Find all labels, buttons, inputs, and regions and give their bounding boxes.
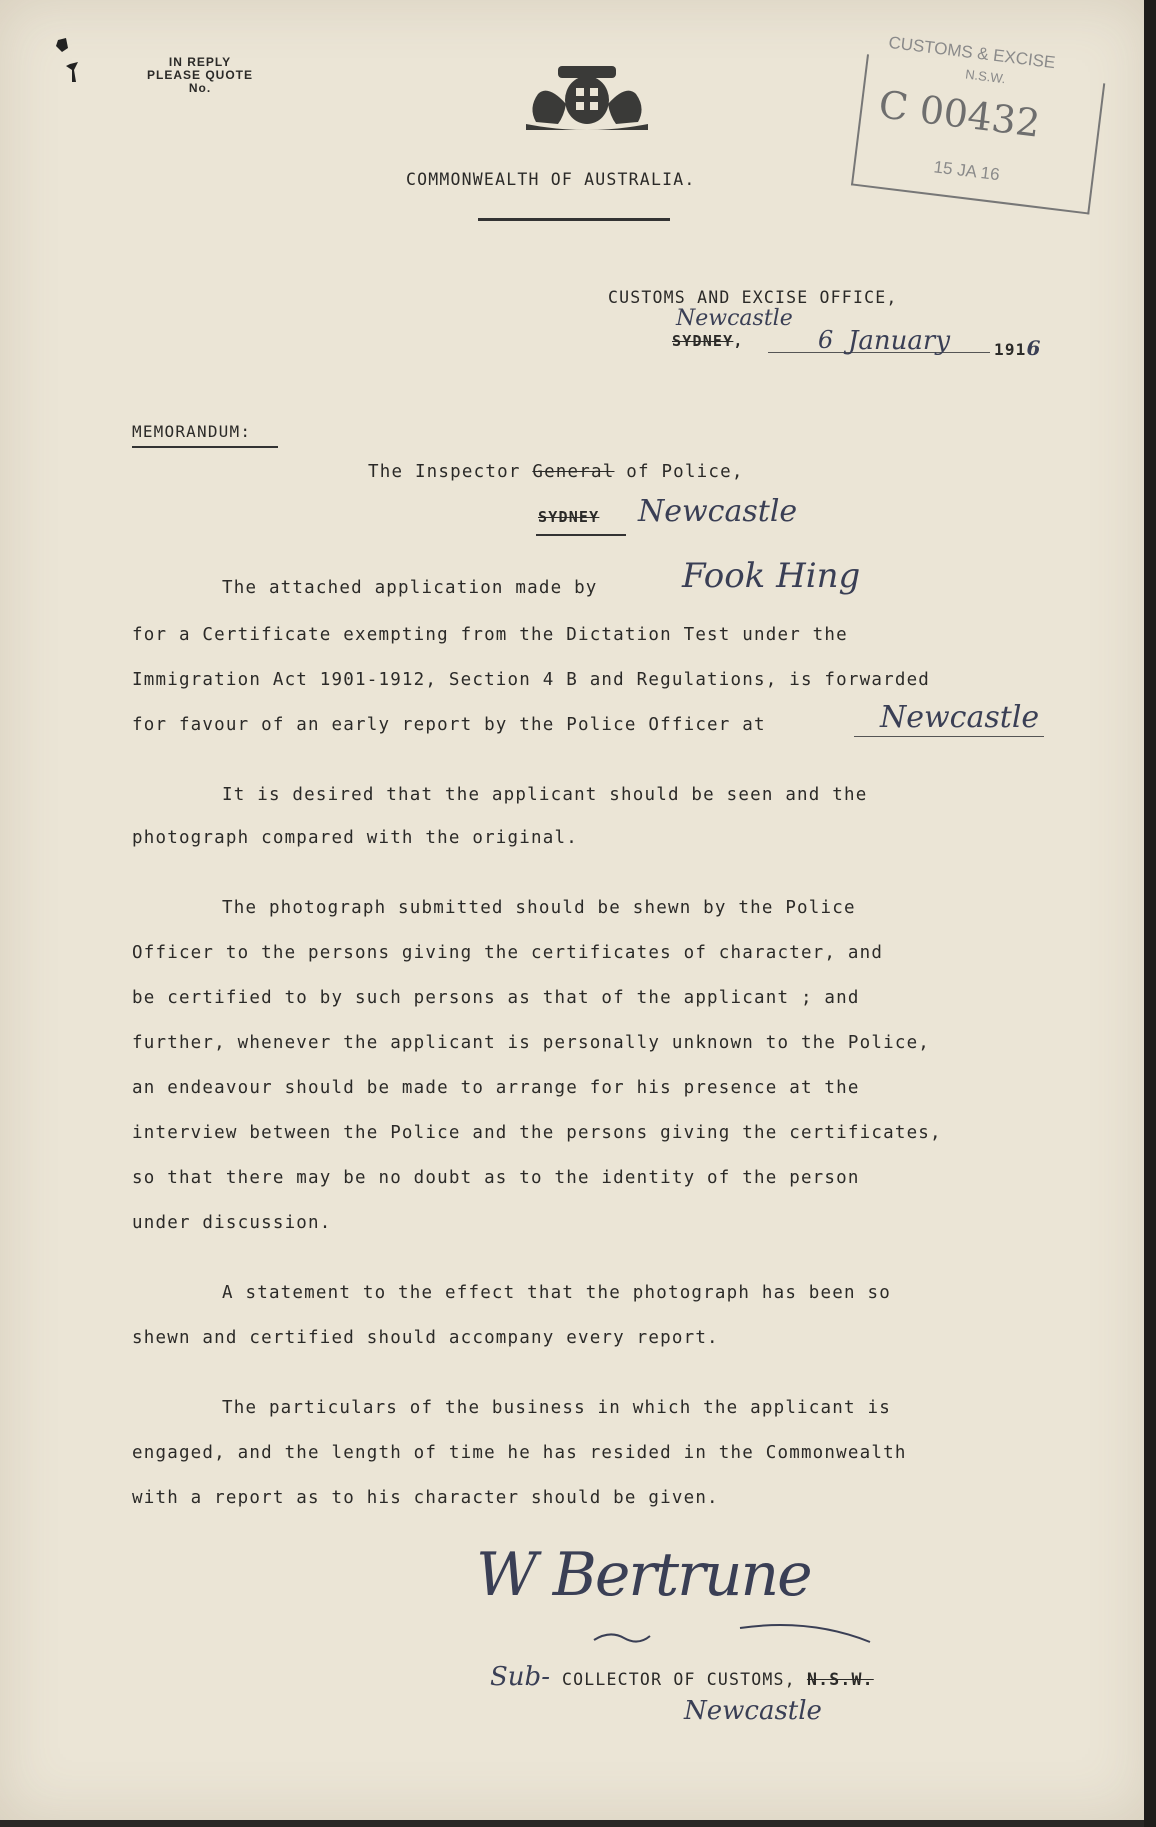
- memorandum-heading: MEMORANDUM:: [132, 422, 252, 441]
- reply-line-3: No.: [188, 81, 212, 95]
- title-rule: [478, 218, 670, 221]
- stamp-number: C 00432: [876, 82, 1043, 146]
- para3-line-3: be certified to by such persons as that of the applicant ; and: [132, 988, 860, 1008]
- reply-line-2: PLEASE QUOTE: [146, 68, 253, 82]
- applicant-name: Fook Hing: [682, 556, 861, 596]
- body-line-2: for a Certificate exempting from the Dictation Test under the: [132, 625, 848, 645]
- para3-line-4: further, whenever the applicant is personally unknown to the Police,: [132, 1033, 931, 1053]
- date-day: 6: [818, 326, 834, 354]
- reply-line-1: IN REPLY: [168, 55, 232, 69]
- para3-line-7: so that there may be no doubt as to the identity of the person: [132, 1168, 860, 1188]
- para4-line-2: shewn and certified should accompany every report.: [132, 1328, 719, 1348]
- para2-line-1: It is desired that the applicant should be seen and the: [222, 785, 868, 805]
- para5-line-2: engaged, and the length of time he has resided in the Commonwealth: [132, 1443, 907, 1463]
- para3-line-8: under discussion.: [132, 1213, 332, 1233]
- addressee-city-underline: [536, 534, 626, 536]
- date-year: [994, 336, 1042, 360]
- para5-line-3: with a report as to his character should be given.: [132, 1488, 719, 1508]
- signature-prefix-handwritten: Sub-: [490, 1662, 550, 1692]
- body-line-4: for favour of an early report by the Police Officer at: [132, 715, 766, 735]
- date-month: January: [848, 326, 951, 356]
- signature-city-handwritten: Newcastle: [684, 1696, 822, 1726]
- office-city-handwritten: Newcastle: [676, 306, 793, 331]
- applicant-intro: The attached application made by: [222, 578, 598, 598]
- office-city-struck: SYDNEY,: [672, 332, 744, 350]
- para3-line-5: an endeavour should be made to arrange for his presence at the: [132, 1078, 860, 1098]
- signature-flourish-icon: [590, 1620, 880, 1660]
- addressee-end: of Police,: [626, 462, 744, 482]
- officer-location-underline: [854, 736, 1044, 737]
- signature-title-line: [562, 1670, 874, 1689]
- para5-line-1: The particulars of the business in which the applicant is: [222, 1398, 891, 1418]
- office-city-printed: SYDNEY: [672, 332, 734, 350]
- date-year-printed: 191: [994, 340, 1027, 359]
- para3-line-1: The photograph submitted should be shewn by the Police: [222, 898, 856, 918]
- signature-state-struck: N.S.W.: [806, 1670, 874, 1689]
- body-line-3: Immigration Act 1901-1912, Section 4 B and Regulations, is forwarded: [132, 670, 931, 690]
- signature-title: COLLECTOR OF CUSTOMS,: [562, 1670, 796, 1689]
- para3-line-2: Officer to the persons giving the certificates of character, and: [132, 943, 884, 963]
- para2-line-2: photograph compared with the original.: [132, 828, 578, 848]
- stamp-date: 15 JA 16: [932, 157, 1001, 185]
- addressee-struck: General: [532, 462, 615, 482]
- page-edge: [1144, 0, 1156, 1827]
- punch-hole-icon: [50, 36, 90, 96]
- addressee-line: [368, 462, 744, 482]
- page-title: COMMONWEALTH OF AUSTRALIA.: [406, 170, 696, 189]
- addressee-start: The Inspector: [368, 462, 521, 482]
- coat-of-arms-icon: [518, 64, 656, 132]
- date-year-digit: 6: [1026, 336, 1042, 360]
- stamp-line-1: CUSTOMS & EXCISE: [887, 32, 1057, 73]
- reply-reference-note: [128, 56, 272, 95]
- para4-line-1: A statement to the effect that the photograph has been so: [222, 1283, 891, 1303]
- officer-location: Newcastle: [880, 700, 1040, 735]
- para3-line-6: interview between the Police and the persons giving the certificates,: [132, 1123, 942, 1143]
- addressee-city-handwritten: Newcastle: [638, 494, 798, 529]
- office-name: CUSTOMS AND EXCISE OFFICE,: [608, 288, 898, 307]
- stamp-line-2: N.S.W.: [964, 66, 1007, 87]
- handwritten-signature: W Bertrune: [476, 1540, 811, 1610]
- addressee-city-printed: SYDNEY: [538, 508, 600, 526]
- memorandum-underline: [132, 446, 278, 448]
- customs-receipt-stamp: [847, 25, 1134, 248]
